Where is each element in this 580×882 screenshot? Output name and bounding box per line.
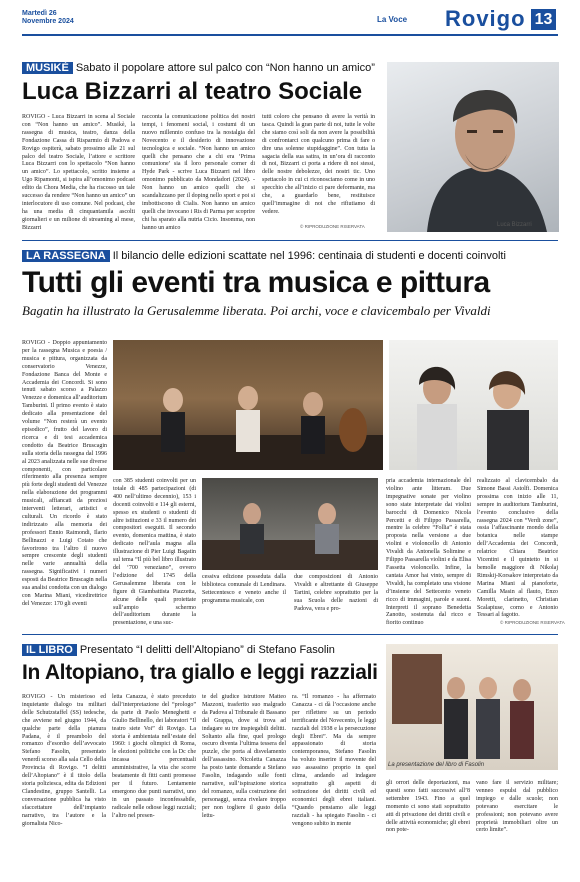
article2-subheadline: Bagatin ha illustrato la Gerusalemme liberata. Poi archi, voce e clavicembalo per Vivaldi xyxy=(22,303,491,318)
article1-section-tag: MUSIKÈ xyxy=(22,62,73,74)
article1-column-1: ROVIGO - Luca Bizzarri in scena al Sociale con “Non hanno un amico”. Musikè, la rassegna di musica, teatro, danza della Fondazione Cassa di Risparmio di Padova e Rovigo ospiterà, sabato prossimo alle 21 sul palco del teatro Sociale, l’attore e scrittore Luca Bizzarri con lo spettacolo “Non hanno un amico”. Lo spettacolo, scritto insieme a Ugo Ripamonti, si ispira all’omonimo podcast edito da Chora Media, che ha riscosso un tale successo da rendere “Non hanno un amico” un interlocutore di uso comune. Nel podcast, che ha una media di cinquantamila ascolti giornalieri e un milione di streaming al mese, Bizzarri xyxy=(22,114,135,231)
article2-column-4: due composizioni di Antonio Vivaldi e altrettante di Giuseppe Tartini, celebre soprattutto per la sua Scuola delle nazioni di Padova, vera e pro- xyxy=(294,574,378,612)
article3-column-2: letta Canazza, è stato preceduto dall’interpretazione del “prologo” da parte di Paolo Meneghetti e Giulio Bellinello, dei laboratori “Il teatro siete Voi” di Rovigo. La storia è ambientata nell’estate del 1960: i giochi olimpici di Roma, le elezioni politiche con la Dc che incassa percentuali amministrative, la vita che scorre beatamente di fitti canti promesse per il futuro. Lentamente emergono due punti narrativi, uno in un passato inconfessabile, radicale nelle odiose leggi razziali; l’altro nel presen- xyxy=(112,694,196,819)
book-presentation-illustration xyxy=(386,644,558,770)
date-weekday: Martedì 26 xyxy=(22,10,57,17)
article2-concert-photo xyxy=(113,340,383,470)
article3-headline: In Altopiano, tra giallo e leggi razziali xyxy=(22,661,378,684)
header-divider xyxy=(22,34,558,36)
portrait-illustration xyxy=(387,62,559,232)
article2-kicker-text: Il bilancio delle edizioni scattate nel 1996: centinaia di studenti e docenti coinvolti xyxy=(112,250,506,262)
article3-kicker xyxy=(22,644,377,657)
article2-column-2: con 385 studenti coinvolti per un totale di 485 partecipazioni (di 400 nell’ultimo decennio), 153 i docenti coinvolti e 114 gli esterni, spesso ex studenti o studenti di altre istituzioni e 33 il numero dei compositori eseguiti. Il secondo evento, domenica mattina, è stato dedicato nell’aula magna alla illustrazione di Pier Luigi Bagatin sul tema “Il più bel libro illustrato del ‘700 veneziano”, ovvero l’edizione del 1745 della Gerusalemme liberata con le figure di Giambattista Piazzetta, alcune delle quali proiettate sull’ampio schermo dell’auditorium durante la presentazione, e una suc- xyxy=(113,478,196,627)
article1-column-2: racconta la comunicazione politica dei nostri tempi, i fenomeni social, i costumi di un nuovo millennio confuso tra la nostalgia del Novecento e il desiderio di innovazione tecnologica e sociale. “Non hanno un amico quelli che pensano che a chi era ‘Prima comunione’ sia il loro personale corner di Hyde Park - scrive Luca Bizzarri nel libro omonimo pubblicato da Mondadori (2024). - Non hanno un amico quelli che si scandalizzano per il doping nello sport e poi si imbottiscono di Cialis. Non hanno un amico quelli che invocano i Ris di Parma per scoprire chi ha sparato alla nutria Cicio. Insomma, non hanno un amico xyxy=(142,114,255,231)
article2-kicker xyxy=(22,250,558,263)
article1-column-3: tutti coloro che pensano di avere la verità in tasca. Quindi la gran parte di noi, tutte le volte che siamo così soli da non avere la possibilità di confrontarci con qualcuno prima di fare o dire una solenne stupidaggine”. Con tutta la sagacia della sua satira, in un’ora di racconto di noi, Bizzarri ci porta a ridere di noi stessi, delle nostre debolezze, dei nostri tic. Uno spettacolo in cui ci riconosciamo come in uno specchio che all’inizio ci pare deformante, ma che, a guardarlo bene, restituisce quell’immagine di noi che rifiutiamo di vedere. xyxy=(262,114,375,215)
newspaper-name: La Voce xyxy=(377,15,408,24)
concert-illustration xyxy=(113,340,383,470)
article1-portrait-photo xyxy=(387,62,559,232)
article2-column-5: pria accademia internazionale del violino ante litteram. Due impegnative sonate per violino sono state interpretate dai violini barocchi di Domenico Nicola Percetti e di Filippo Passarella, mentre la celebre “Follia” è stata proposta nella versione a due violini e violoncello di Antonio Vivaldi da Antonella Solimine e Filippo Passarella violini e da Elisa Fassetta violoncello. Infine, la cantata Amor hai vinto, sempre di Vivaldi, ha completato una visione d’insieme del Settecento veneto ricco di immagini, parole e suoni. Interpreti il soprano Benedetta Zanotto, sostenuta dal ricco e fiorito continuo xyxy=(386,478,471,627)
article1-kicker xyxy=(22,62,382,75)
section-divider-1 xyxy=(22,240,558,241)
article3-column-5: gli orrori delle deportazioni, ma questi sono fatti successivi all’8 settembre 1943. Fino a quel momento ci sono stati soprattutto atti di privazione dei diritti civili e delle attività economiche; gli ebrei non pote- xyxy=(386,780,470,834)
article3-section-tag: IL LIBRO xyxy=(22,644,77,656)
article3-book-presentation-photo xyxy=(386,644,558,770)
article1-photo-caption: Luca Bizzarri xyxy=(497,222,532,228)
date-month-year: Novembre 2024 xyxy=(22,18,74,26)
article2-speakers-photo xyxy=(202,478,378,570)
section-divider-2 xyxy=(22,634,558,635)
article3-photo-caption: La presentazione del libro di Fasolin xyxy=(388,762,485,768)
article2-column-6: realizzato al clavicembalo da Simone Bassi Astolfi. Domenica prossima con inizio alle 11, sempre in auditorium Tamburini, l’evento conclusivo della rassegna 2024 con “Verdi zone”, ossia l’affascinante mondo della botanica nelle stampe dell’Accademia dei Concordi, relatrice Chiara Beatrice Vicentini e il quintetto in si bemolle maggiore di Nikolaj Rimskij-Korsakov interpretato da Marina Miani al pianoforte, Camilla Masin al flauto, Enzo Moretti, clarinetto, Christian Scalapiuse, corno e Antonio Tessari al fagotto. xyxy=(477,478,558,619)
speakers-illustration xyxy=(202,478,378,570)
article1-kicker-text: Sabato il popolare attore sul palco con “Non hanno un amico” xyxy=(75,62,375,74)
article2-column-1: ROVIGO - Doppio appuntamento per la rassegna Musica e poesia / musica e pittura, organizzata da conservatorio Venezze, Fondazione Banca del Monte e Accademia dei Concordi. Si sono tenuti sabato scorso a Palazzo Venezze e domenica all’auditorium Tamburini. Il primo evento è stato dedicato alla presentazione del volume “Non resterà un evento episodico”, frutto del lavoro di ricerca e di tesi accademica condotto da Beatrice Bruscagin sulla storia della rassegna dal 1996 al 2023 analizzata nelle sue diverse componenti, con particolare riferimento alla presenza sempre più forte degli studenti del Venezze nella elaborazione dei programmi musicali, affiancati da preziosi interventi letterari, artistici e culturali. Un ricordo è stato indirizzato alla memoria dei professori Ennio Raimondi, Ilario Bellinazzi e Luigi Cotato che favorirono tra l’altro il nuovo sempre crescente degli studenti nelle varie annualità della rassegna. Significativi i numeri esposti da Beatrice Bruscagin nella sua analisi condotta con un dialogo con Marina Miani, vicedirettrice del Venezze: 170 gli eventi xyxy=(22,340,107,607)
article2-column-3: cessiva edizione posseduta dalla biblioteca comunale di Lendinara. Settecentesco e veneto anche il programma musicale, con xyxy=(202,574,286,604)
article3-column-4: ra. “Il romanzo - ha affermato Canazza - ci dà l’occasione anche per riflettere su un periodo terrificante del Novecento, le leggi razziali del 1938 e la persecuzione degli Ebrei”. Ma da sempre appassionato di storia contemporanea, Stefano Fasolin ha voluto inserire il movente del suo assassino proprio in quel clima, andando ad indagare soprattutto gli aspetti di sottrazione dei diritti civili ed economici degli ebrei italiani. “Quando pensiamo alle leggi razziali - ha spiegato Fasolin - ci vengono subito in mente xyxy=(292,694,376,827)
article3-column-6: vano fare il servizio militare; venneo espulsi dal pubblico impiego e dalle scuole; non potevano esercitare le professioni; non potevano avere proprietà immobiliari oltre un certo limite”. xyxy=(476,780,558,834)
article2-credit: © RIPRODUZIONE RISERVATA xyxy=(500,620,565,625)
article3-column-1: ROVIGO - Un misterioso ed inquietante dialogo tra militari delle Schutzstaffel (SS) tedesche, che avviene nel giugno 1944, da qualche parte della pianura Padana, è il preambolo del romanzo d’esordio dell’avvocato Stefano Fasolin, presentato venerdì scorso alla sala Cello della Provincia di Rovigo. “I delitti dell’Altopiano” è il titolo della storia poliziesca, edita da Edizioni Clandestine, gruppo Santelli. La conversazione pubblica ha visto sfaccettature dell’impianto narrativo, tra l’autore e la giornalista Nico- xyxy=(22,694,106,827)
article3-kicker-text: Presentato “I delitti dell’Altopiano” di Stefano Fasolin xyxy=(79,644,335,656)
article1-credit: © RIPRODUZIONE RISERVATA xyxy=(300,224,365,229)
issue-date xyxy=(22,10,92,26)
article2-section-tag: LA RASSEGNA xyxy=(22,250,110,262)
article3-column-3: te del giudice istruttore Matteo Mazzoni, trasferito suo malgrado da Padova al Tribunale di Bassano del Grappa, dove si trova ad indagare su tre inspiegabili delitti. Soltanto alla fine, quel prologo oscuro diventa l’ultima tessera del puzzle, che porta al disvelamento dell’assassino. Nicoletta Canazza ha posto tante domande a Stefano Fasolin, indagando sulle fonti narrative, sull’ispirazione storica del romanzo, sulla costruzione dei personaggi, senza rivelare troppo per non togliere il gusto della lettu- xyxy=(202,694,286,819)
article2-audience-photo xyxy=(389,340,558,470)
article1-headline: Luca Bizzarri al teatro Sociale xyxy=(22,78,363,105)
article2-headline: Tutti gli eventi tra musica e pittura xyxy=(22,266,490,299)
audience-illustration xyxy=(389,340,558,470)
page-number-badge: 13 xyxy=(531,9,556,30)
section-city-title: Rovigo xyxy=(445,6,526,31)
